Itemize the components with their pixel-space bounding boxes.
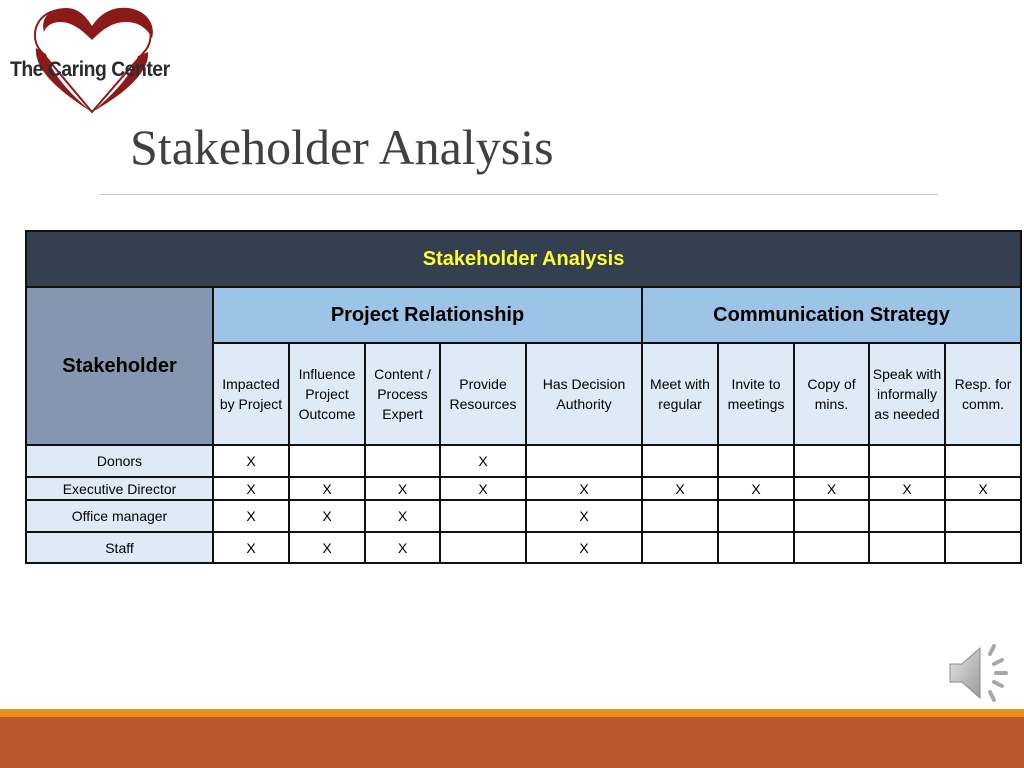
table-cell: [526, 445, 642, 477]
table-cell: [869, 445, 945, 477]
row-name: Executive Director: [26, 477, 213, 500]
logo-text: The Caring Center: [10, 58, 170, 81]
table-row: [26, 445, 1021, 477]
column-header: Impacted by Project: [213, 343, 289, 445]
title-divider: [100, 194, 938, 195]
table-cell: [642, 532, 718, 563]
column-header: Meet with regular: [642, 343, 718, 445]
row-name: Office manager: [26, 500, 213, 532]
footer-bar: [0, 717, 1024, 768]
table-cell: [365, 445, 440, 477]
table-cell: [642, 445, 718, 477]
table-cell: [945, 532, 1021, 563]
group-header-project-relationship: Project Relationship: [213, 287, 642, 343]
table-cell: [718, 532, 794, 563]
column-header: Has Decision Authority: [526, 343, 642, 445]
table-row: [26, 532, 1021, 563]
table-cell: X: [365, 500, 440, 532]
column-header: Invite to meetings: [718, 343, 794, 445]
table-cell: X: [642, 477, 718, 500]
table-cell: [718, 445, 794, 477]
table-cell: X: [213, 500, 289, 532]
column-header: Speak with informally as needed: [869, 343, 945, 445]
group-header-communication-strategy: Communication Strategy: [642, 287, 1021, 343]
row-name: Staff: [26, 532, 213, 563]
table-cell: X: [213, 445, 289, 477]
stakeholder-header: Stakeholder: [26, 287, 213, 445]
table-cell: [794, 532, 869, 563]
table-cell: X: [718, 477, 794, 500]
column-header: Influence Project Outcome: [289, 343, 365, 445]
table-cell: [642, 500, 718, 532]
page-title: Stakeholder Analysis: [130, 119, 554, 175]
table-cell: X: [289, 500, 365, 532]
table-cell: X: [289, 532, 365, 563]
table-cell: X: [440, 445, 526, 477]
table-cell: X: [213, 477, 289, 500]
table-cell: X: [526, 477, 642, 500]
table-cell: [794, 445, 869, 477]
logo: [0, 0, 200, 120]
column-header: Resp. for comm.: [945, 343, 1021, 445]
table-cell: X: [945, 477, 1021, 500]
table-cell: X: [526, 532, 642, 563]
table-cell: [869, 500, 945, 532]
table-cell: [945, 445, 1021, 477]
table-cell: [718, 500, 794, 532]
table-cell: [440, 500, 526, 532]
table-cell: X: [794, 477, 869, 500]
table-cell: X: [365, 532, 440, 563]
speaker-icon[interactable]: [944, 640, 1014, 706]
column-header: Provide Resources: [440, 343, 526, 445]
table-cell: [945, 500, 1021, 532]
table-row: [26, 500, 1021, 532]
table-cell: [440, 532, 526, 563]
table-row: [26, 477, 1021, 500]
table-cell: X: [526, 500, 642, 532]
table-cell: X: [213, 532, 289, 563]
table-cell: [289, 445, 365, 477]
table-cell: X: [869, 477, 945, 500]
table-cell: X: [440, 477, 526, 500]
stakeholder-table: [25, 230, 1022, 564]
table-cell: [869, 532, 945, 563]
table-cell: [794, 500, 869, 532]
footer-accent-bar: [0, 709, 1024, 717]
column-header: Copy of mins.: [794, 343, 869, 445]
table-cell: X: [289, 477, 365, 500]
row-name: Donors: [26, 445, 213, 477]
table-title: Stakeholder Analysis: [26, 231, 1021, 287]
column-header: Content / Process Expert: [365, 343, 440, 445]
table-cell: X: [365, 477, 440, 500]
